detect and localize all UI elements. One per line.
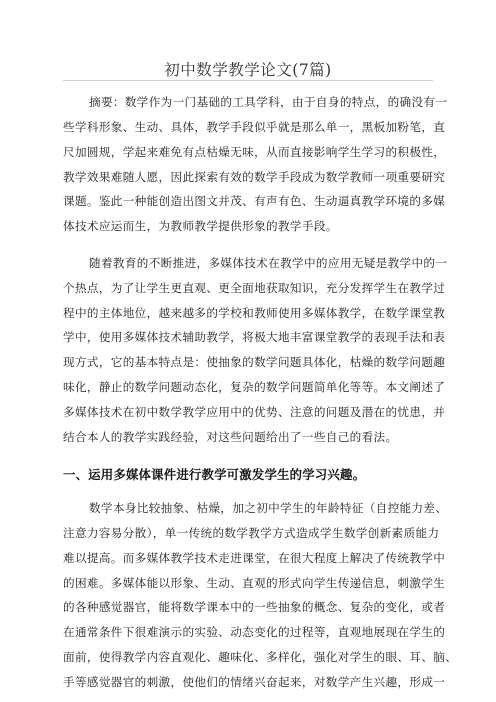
abstract-line: 教学效果难随人愿，因此探索有效的数学手段成为数学教师一项重要研究 [63,170,446,184]
abstract-line: 课题。鉴此一种能创造出图文并茂、有声有色、生动逼真教学环境的多媒 [63,194,446,208]
intro-line: 多媒体技术在初中数学教学应用中的优势、注意的问题及潜在的忧患，并 [63,405,446,419]
abstract-line: 些学科形象、生动、具体，教学手段似乎就是那么单一，黑板加粉笔，直 [63,120,446,134]
intro-line: 个热点，为了让学生更直观、更全面地获取知识，充分发挥学生在教学过 [63,281,446,295]
intro-line: 学中，使用多媒体技术辅助教学，将极大地丰富课堂教学的表现手法和表 [63,330,446,344]
intro-line: 现方式，它的基本特点是：使抽象的数学问题具体化，枯燥的数学问题趣 [63,355,446,369]
section-line: 在通常条件下很难演示的实验、动态变化的过程等，直观地展现在学生的 [63,625,446,639]
abstract-line: 摘要：数学作为一门基础的工具学科，由于自身的特点，的确没有一 [89,95,448,109]
section-line: 数学本身比较抽象、枯燥，加之初中学生的年龄特征（自控能力差、 [89,501,448,515]
section-line: 注意力容易分散），单一传统的数学教学方式造成学生数学创新素质能力 [63,526,440,540]
abstract-line: 体技术应运而生，为教师教学提供形象的教学手段。 [63,219,338,233]
intro-line: 味化，静止的数学问题动态化，复杂的数学问题简单化等等。本文阐述了 [63,380,446,394]
intro-line: 程中的主体地位，越来越多的学校和教师使用多媒体教学，在数学课堂教 [63,306,446,320]
intro-line: 随着教育的不断推进，多媒体技术在教学中的应用无疑是教学中的一 [89,256,448,270]
section-heading: 一、运用多媒体课件进行教学可激发学生的学习兴趣。 [63,467,366,482]
document-title: 初中数学教学论文(7篇) [164,61,332,79]
section-line: 手等感觉器官的刺激，使他们的情绪兴奋起来，对数学产生兴趣，形成一 [63,675,446,689]
section-line: 面前，使得教学内容直观化、趣味化、多样化，强化对学生的眼、耳、脑、 [63,650,458,664]
section-line: 的各种感觉器官，能将数学课本中的一些抽象的概念、复杂的变化，或者 [63,600,446,614]
title-divider [63,80,433,81]
intro-line: 结合本人的教学实践经验，对这些问题给出了一些自己的看法。 [63,430,398,444]
section-line: 难以提高。而多媒体教学技术走进课堂，在很大程度上解决了传统教学中 [63,551,446,565]
abstract-line: 尺加圆规，学起来难免有点枯燥无味，从而直接影响学生学习的积极性， [63,145,446,159]
section-line: 的困难。多媒体能以形象、生动、直观的形式向学生传递信息，刺激学生 [63,576,446,590]
